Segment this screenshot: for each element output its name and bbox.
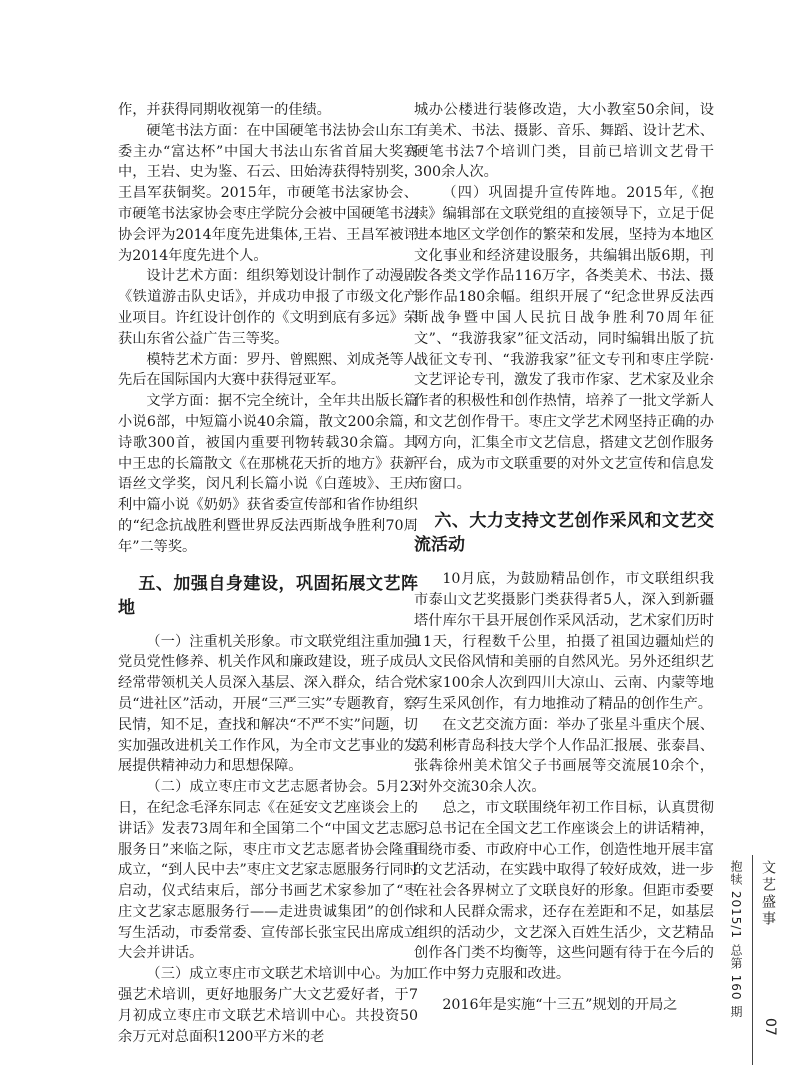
section-heading: 五、加强自身建设，巩固拓展文艺阵地	[118, 573, 418, 618]
section-title: 文艺盛事	[760, 860, 776, 928]
paragraph: （四）巩固提升宣传阵地。2015年,《抱犊》编辑部在文联党组的直接领导下，立足于促进本地区文学创作的繁荣和发展，坚持为本地区文化事业和经济建设服务，共编辑出版6期，刊发各类文学作品116万字，各类美术、书法、摄影作品180余幅。组织开展了“纪念世界反法西斯战争暨中国人民抗日战争胜利70周年征文”、“我游我家”征文活动，同时编辑出版了抗战征文专刊、“我游我家”征文专刊和枣庄学院·文艺评论专刊，激发了我市作家、艺术家及业余作者的积极性和创作热情，培养了一批文学新人和文艺创作骨干。枣庄文学艺术网坚持正确的办网方向，汇集全市文艺信息，搭建文艺创作服务平台，成为市文联重要的对外文艺宣传和信息发布窗口。	[414, 185, 714, 493]
right-column	[414, 100, 714, 1016]
page-number: 07	[762, 1018, 778, 1036]
magazine-issue-info: 抱犊 2015/1 总第 160 期	[729, 860, 743, 1019]
paragraph: 城办公楼进行装修改造，大小教室50余间，设有美术、书法、摄影、音乐、舞蹈、设计艺术、硬笔书法7个培训门类，目前已培训文艺骨干300余人次。	[414, 102, 714, 181]
sidebar-divider	[752, 855, 753, 1065]
paragraph: 10月底，为鼓励精品创作，市文联组织我市泰山文艺奖摄影门类获得者5人，深入到新疆塔什库尔干县开展创作采风活动，艺术家们历时11天，行程数千公里，拍摄了祖国边疆灿烂的人文民俗风情和美丽的自然风光。另外还组织艺术家100余人次到四川大凉山、云南、内蒙等地写生采风创作，有力地推动了精品的创作生产。	[414, 571, 714, 712]
paragraph: （一）注重机关形象。市文联党组注重加强党员党性修养、机关作风和廉政建设，班子成员经常带领机关人员深入基层、深入群众，结合党员“进社区”活动，开展“三严三实”专题教育，察民情，知不足，查找和解决“不严不实”问题，切实加强改进机关工作作风，为全市文艺事业的发展提供精神动力和思想保障。	[118, 633, 418, 775]
left-column	[118, 100, 418, 1047]
paragraph: （三）成立枣庄市文联艺术培训中心。为加强艺术培训，更好地服务广大文艺爱好者，于7月初成立枣庄市文联艺术培训中心。共投资50余万元对总面积1200平方米的老	[118, 966, 418, 1045]
paragraph: 总之，市文联围绕年初工作目标，认真贯彻习总书记在全国文艺工作座谈会上的讲话精神，围绕市委、市政府中心工作，创造性地开展丰富的文艺活动，在实践中取得了较好成效，进一步在社会各界树立了文联良好的形象。但距市委要求和人民群众需求，还存在差距和不足，如基层组织的活动少，文艺深入百姓生活少，文艺精品创作各门类不均衡等，这些问题有待于在今后的工作中努力克服和改进。	[414, 799, 714, 983]
paragraph: 2016年是实施“十三五”规划的开局之	[442, 997, 678, 1014]
paragraph: （二）成立枣庄市文艺志愿者协会。5月23日，在纪念毛泽东同志《在延安文艺座谈会上的讲话》发表73周年和全国第二个“中国文艺志愿服务日”来临之际，枣庄市文艺志愿者协会隆重成立，“到人民中去”枣庄文艺家志愿服务行同时启动，仪式结束后，部分书画艺术家参加了“枣庄文艺家志愿服务行——走进贵诚集团”的创作写生活动，市委常委、宣传部长张宝民出席成立大会并讲话。	[118, 779, 418, 962]
paragraph: 文学方面：据不完全统计，全年共出版长篇小说6部，中短篇小说40余篇，散文200余篇，诗歌300首，被国内重要刊物转载30余篇。其中王忠的长篇散文《在那桃花天折的地方》获新语丝文学奖，闵凡利长篇小说《白莲坡》、王庆利中篇小说《奶奶》获省委宣传部和省作协组织的“纪念抗战胜利暨世界反法西斯战争胜利70周年”二等奖。	[118, 393, 418, 555]
paragraph: 模特艺术方面：罗丹、曾熙熙、刘成尧等人先后在国际国内大赛中获得冠亚军。	[118, 351, 418, 389]
paragraph: 硬笔书法方面：在中国硬笔书法协会山东工委主办“富达杯”中国大书法山东省首届大奖赛中，王岩、史为鉴、石云、田始涛获得特别奖，王昌军获铜奖。2015年，市硬笔书法家协会、市硬笔书法家协会枣庄学院分会被中国硬笔书法协会评为2014年度先进集体,王岩、王昌军被评为2014年度先进个人。	[118, 122, 418, 264]
paragraph: 在文艺交流方面：举办了张星斗重庆个展、葛利彬青岛科技大学个人作品汇报展、张泰昌、张犇徐州美术馆父子书画展等交流展10余个，对外交流30余人次。	[414, 716, 714, 796]
paragraph: 设计艺术方面：组织筹划设计制作了动漫剧《铁道游击队史话》，并成功申报了市级文化产业项目。许红设计创作的《文明到底有多远》荣获山东省公益广告三等奖。	[118, 268, 418, 347]
paragraph-spacer	[414, 985, 714, 995]
section-heading: 六、大力支持文艺创作采风和文艺交流活动	[414, 511, 714, 556]
paragraph: 作，并获得同期收视第一的佳绩。	[118, 102, 331, 118]
